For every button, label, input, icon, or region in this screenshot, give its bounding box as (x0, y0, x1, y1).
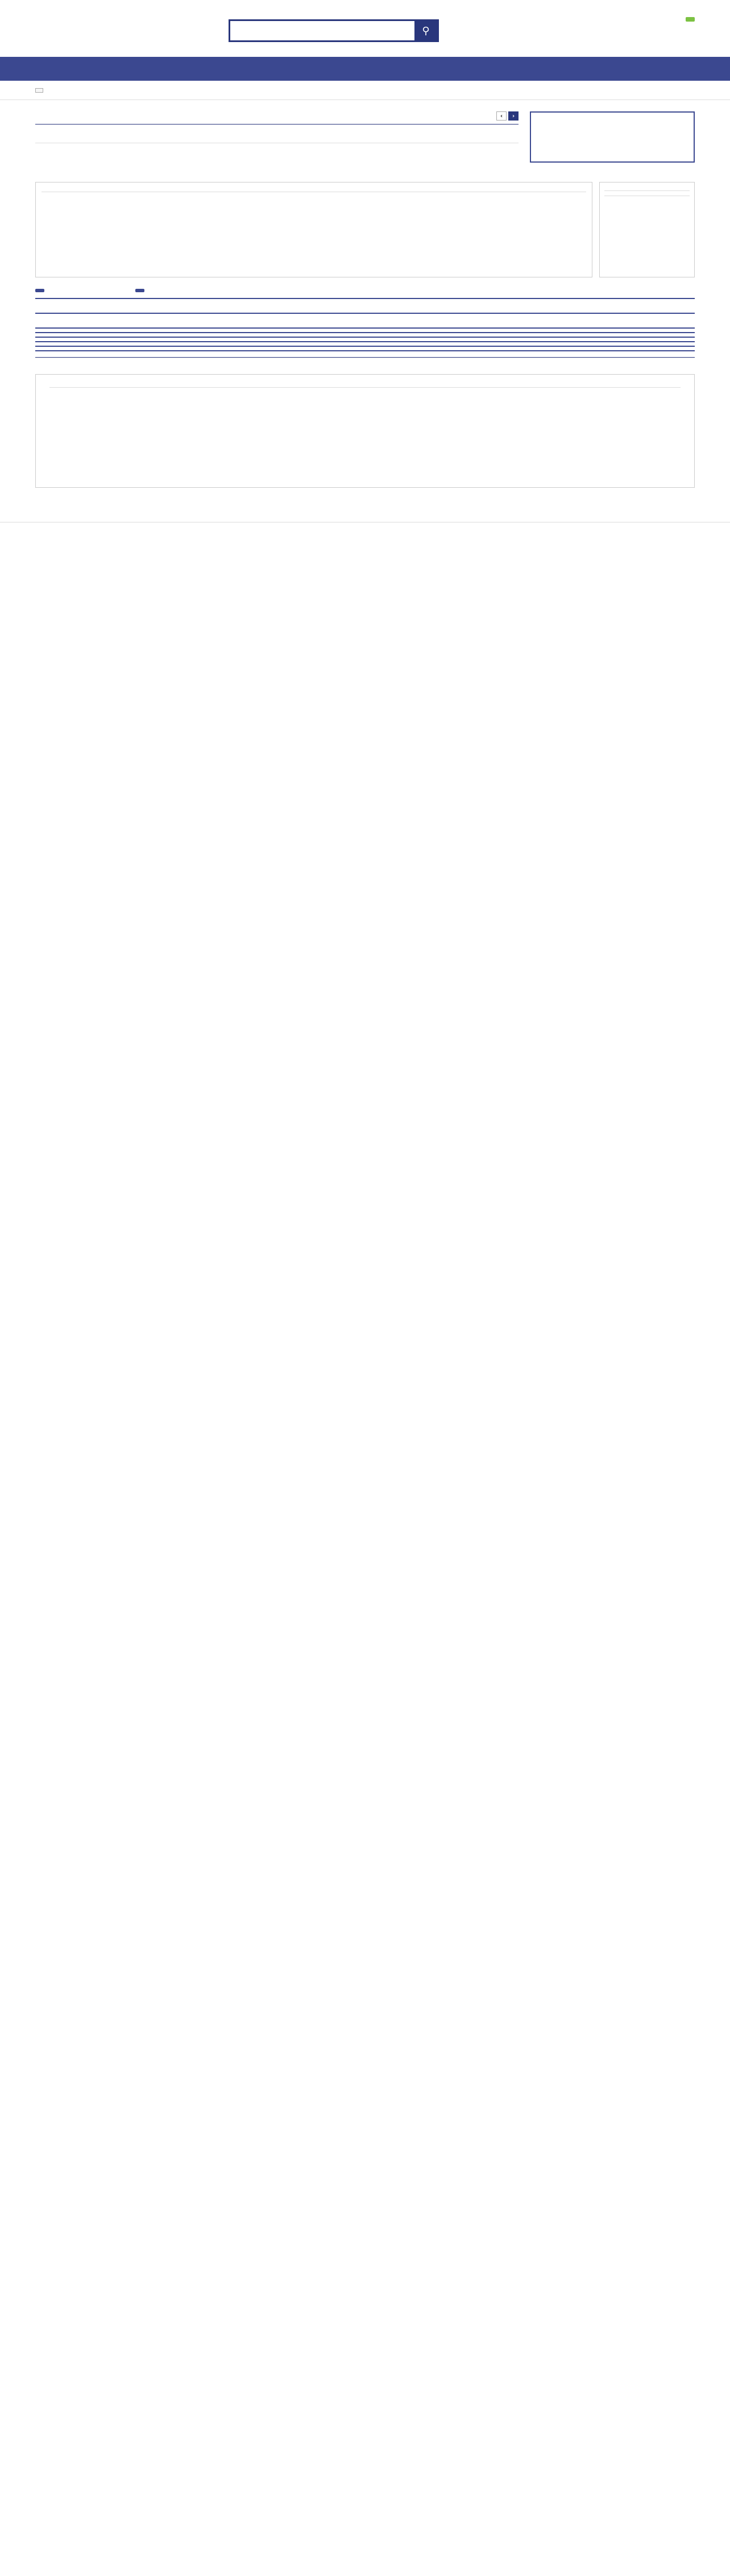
notice-box (599, 182, 695, 277)
search-input[interactable] (230, 21, 414, 40)
login-box (530, 111, 695, 163)
prev-icon[interactable]: ‹ (496, 111, 507, 121)
header (35, 13, 695, 57)
search-bar (229, 19, 439, 42)
logo[interactable] (35, 23, 39, 46)
concept-posts-header (35, 111, 519, 125)
next-icon[interactable]: › (508, 111, 519, 121)
sitemap (35, 374, 695, 488)
hot-gallery-box (35, 182, 592, 277)
notice-title (604, 187, 690, 191)
news-pager (495, 111, 519, 121)
realtime-tab[interactable] (135, 289, 144, 292)
main-nav (0, 57, 730, 81)
new-gallery-title (604, 196, 690, 200)
sitemap-title (49, 383, 681, 388)
utility-nav (35, 0, 695, 13)
mobile-app-button[interactable] (686, 17, 695, 22)
recent-visit-button[interactable] (35, 88, 43, 93)
search-icon[interactable]: ⚲ (414, 21, 437, 40)
footer (0, 522, 730, 555)
all-gallery-tab[interactable] (35, 289, 44, 292)
login-prompt[interactable] (531, 113, 694, 124)
